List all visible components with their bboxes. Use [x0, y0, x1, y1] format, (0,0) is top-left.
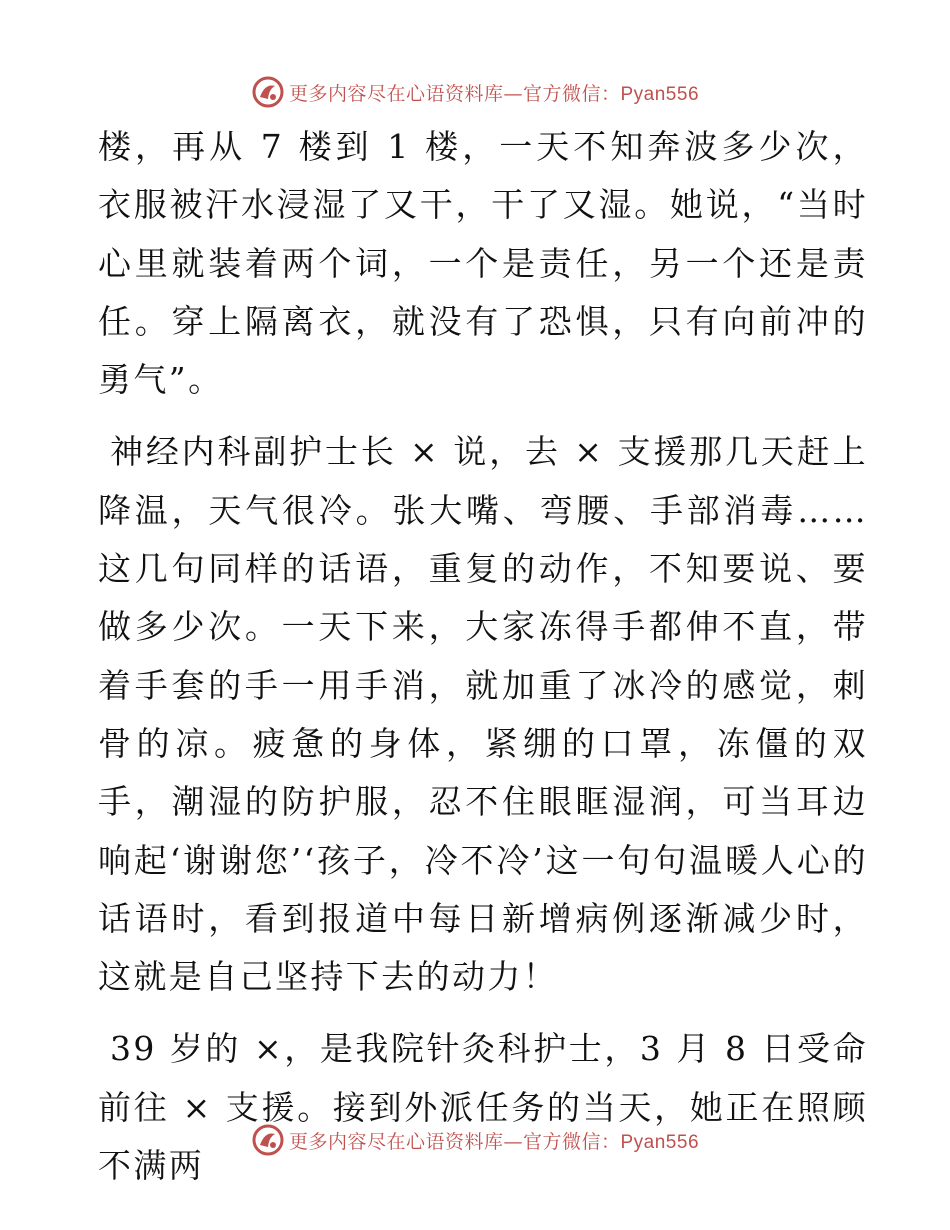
watermark-header — [0, 72, 950, 112]
watermark-text — [289, 79, 699, 106]
paragraph-3: 39 岁的 ×，是我院针灸科护士，3 月 8 日受命前往 × 支援。接到外派任务的当天，她正在照顾不满两 — [98, 1029, 868, 1186]
paragraph-1: 楼，再从 7 楼到 1 楼，一天不知奔波多少次，衣服被汗水浸湿了又干，干了又湿。她说，“当时心里就装着两个词，一个是责任，另一个还是责任。穿上隔离衣，就没有了恐惧，只有向前冲的勇气”。 — [98, 127, 868, 400]
seal-logo-icon — [251, 75, 285, 109]
document-body — [98, 118, 868, 1195]
paragraph-2: 神经内科副护士长 × 说，去 × 支援那几天赶上降温，天气很冷。张大嘴、弯腰、手部消毒……这几句同样的话语，重复的动作，不知要说、要做多少次。一天下来，大家冻得手都伸不直，带着手套的手一用手消，就加重了冰冷的感觉，刺骨的凉。疲惫的身体，紧绷的口罩，冻僵的双手，潮湿的防护服，忍不住眼眶湿润，可当耳边响起‘谢谢您’‘孩子，冷不冷’这一句句温暖人心的话语时，看到报道中每日新增病例逐渐减少时，这就是自己坚持下去的动力！ — [98, 432, 868, 997]
watermark-wechat-id: Pyan556 — [620, 1131, 700, 1153]
watermark-cn-text: 更多内容尽在心语资料库—官方微信： — [288, 1130, 621, 1153]
watermark-wechat-id: Pyan556 — [620, 83, 700, 105]
seal-logo-icon — [251, 1123, 285, 1157]
watermark-footer — [0, 1120, 950, 1160]
watermark-text — [289, 1127, 699, 1154]
watermark-cn-text: 更多内容尽在心语资料库—官方微信： — [288, 82, 621, 105]
